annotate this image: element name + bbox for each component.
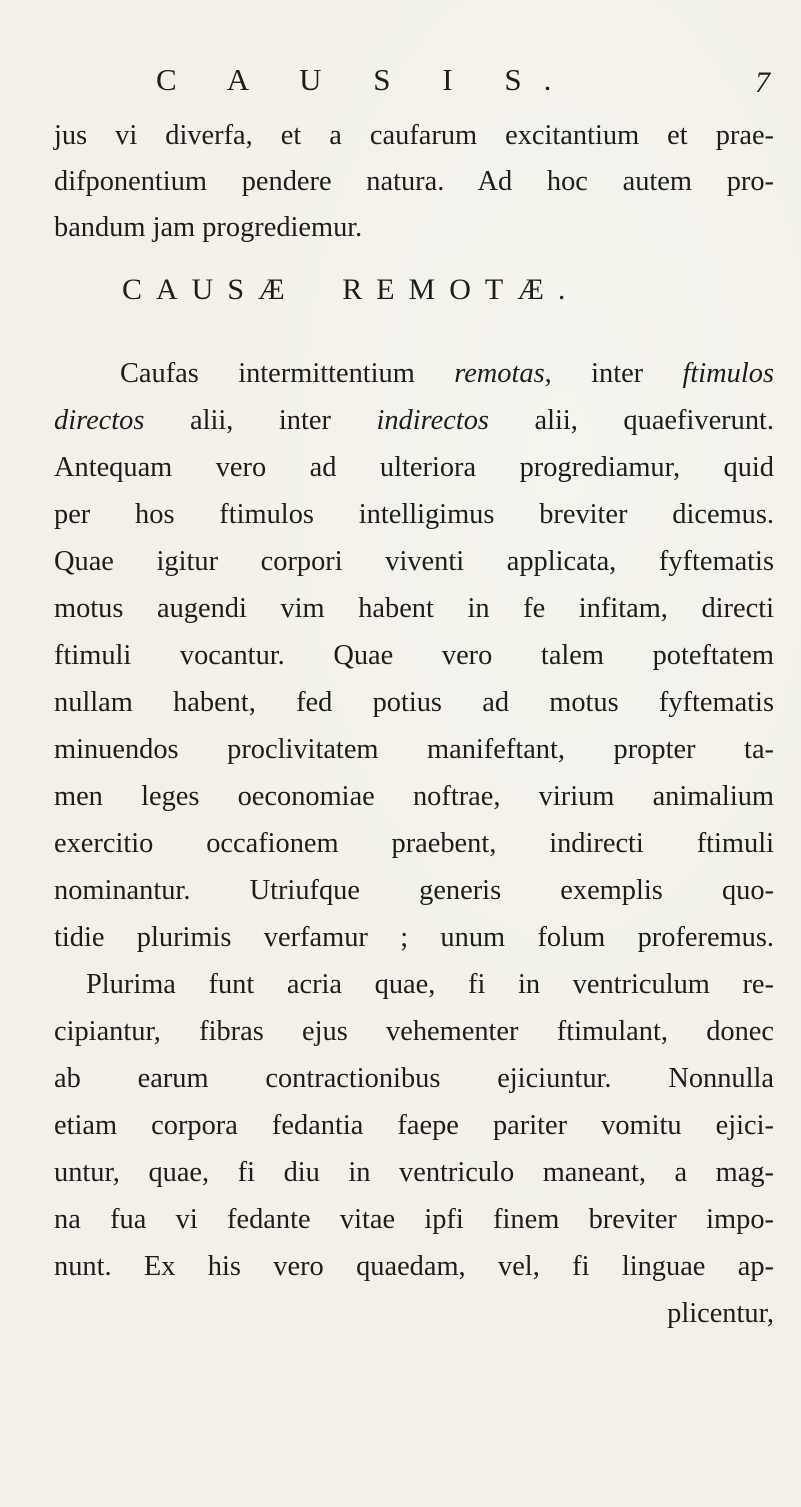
italic-term: ftimulos [682, 358, 774, 389]
text-run: , inter [544, 358, 683, 389]
text-line: minuendos proclivitatem manifeftant, propter ta- [54, 734, 774, 765]
italic-term: remotas [454, 358, 545, 389]
text-line: nullam habent, fed potius ad motus fyftematis [54, 687, 774, 718]
text-line: tidie plurimis verfamur ; unum folum proferemus. [54, 922, 774, 953]
italic-term: indirectos [376, 405, 489, 436]
text-line [54, 401, 774, 441]
text-line: Antequam vero ad ulteriora progrediamur, quid [54, 452, 774, 483]
text-line: difponentium pendere natura. Ad hoc autem pro- [54, 166, 774, 197]
text-line: Quae igitur corpori viventi applicata, fyftematis [54, 546, 774, 577]
paragraph-first-line: Plurima funt acria quae, fi in ventriculum re- [86, 969, 774, 1000]
text-run: Caufas intermittentium [120, 358, 455, 389]
text-line: etiam corpora fedantia faepe pariter vomitu ejici- [54, 1110, 774, 1141]
text-line: per hos ftimulos intelligimus breviter dicemus. [54, 499, 774, 530]
text-line: nunt. Ex his vero quaedam, vel, fi linguae ap- [54, 1251, 774, 1282]
text-line: exercitio occafionem praebent, indirecti ftimuli [54, 828, 774, 859]
italic-term: directos [54, 405, 145, 436]
text-line: bandum jam progrediemur. [54, 212, 363, 243]
running-head: C A U S I S. [156, 62, 574, 97]
text-line: untur, quae, fi diu in ventriculo maneant, a mag- [54, 1157, 774, 1188]
section-heading-word: REMOTÆ. [342, 273, 580, 306]
text-line: jus vi diverfa, et a caufarum excitantium et prae- [54, 120, 774, 151]
text-line: ftimuli vocantur. Quae vero talem poteftatem [54, 640, 774, 671]
text-run: alii, quaefiverunt. [488, 405, 774, 436]
section-heading-word: CAUSÆ [122, 273, 299, 306]
text-line: motus augendi vim habent in fe infitam, directi [54, 593, 774, 624]
text-line: men leges oeconomiae noftrae, virium animalium [54, 781, 774, 812]
paragraph-first-line [120, 354, 774, 394]
section-heading [122, 273, 579, 307]
text-line: nominantur. Utriufque generis exemplis quo- [54, 875, 774, 906]
text-run: alii, inter [144, 405, 377, 436]
text-line: cipiantur, fibras ejus vehementer ftimulant, donec [54, 1016, 774, 1047]
catchword-line: plicentur, [667, 1298, 774, 1329]
text-line: na fua vi fedante vitae ipfi finem breviter impo- [54, 1204, 774, 1235]
page-number: 7 [755, 66, 770, 99]
text-line: ab earum contractionibus ejiciuntur. Nonnulla [54, 1063, 774, 1094]
